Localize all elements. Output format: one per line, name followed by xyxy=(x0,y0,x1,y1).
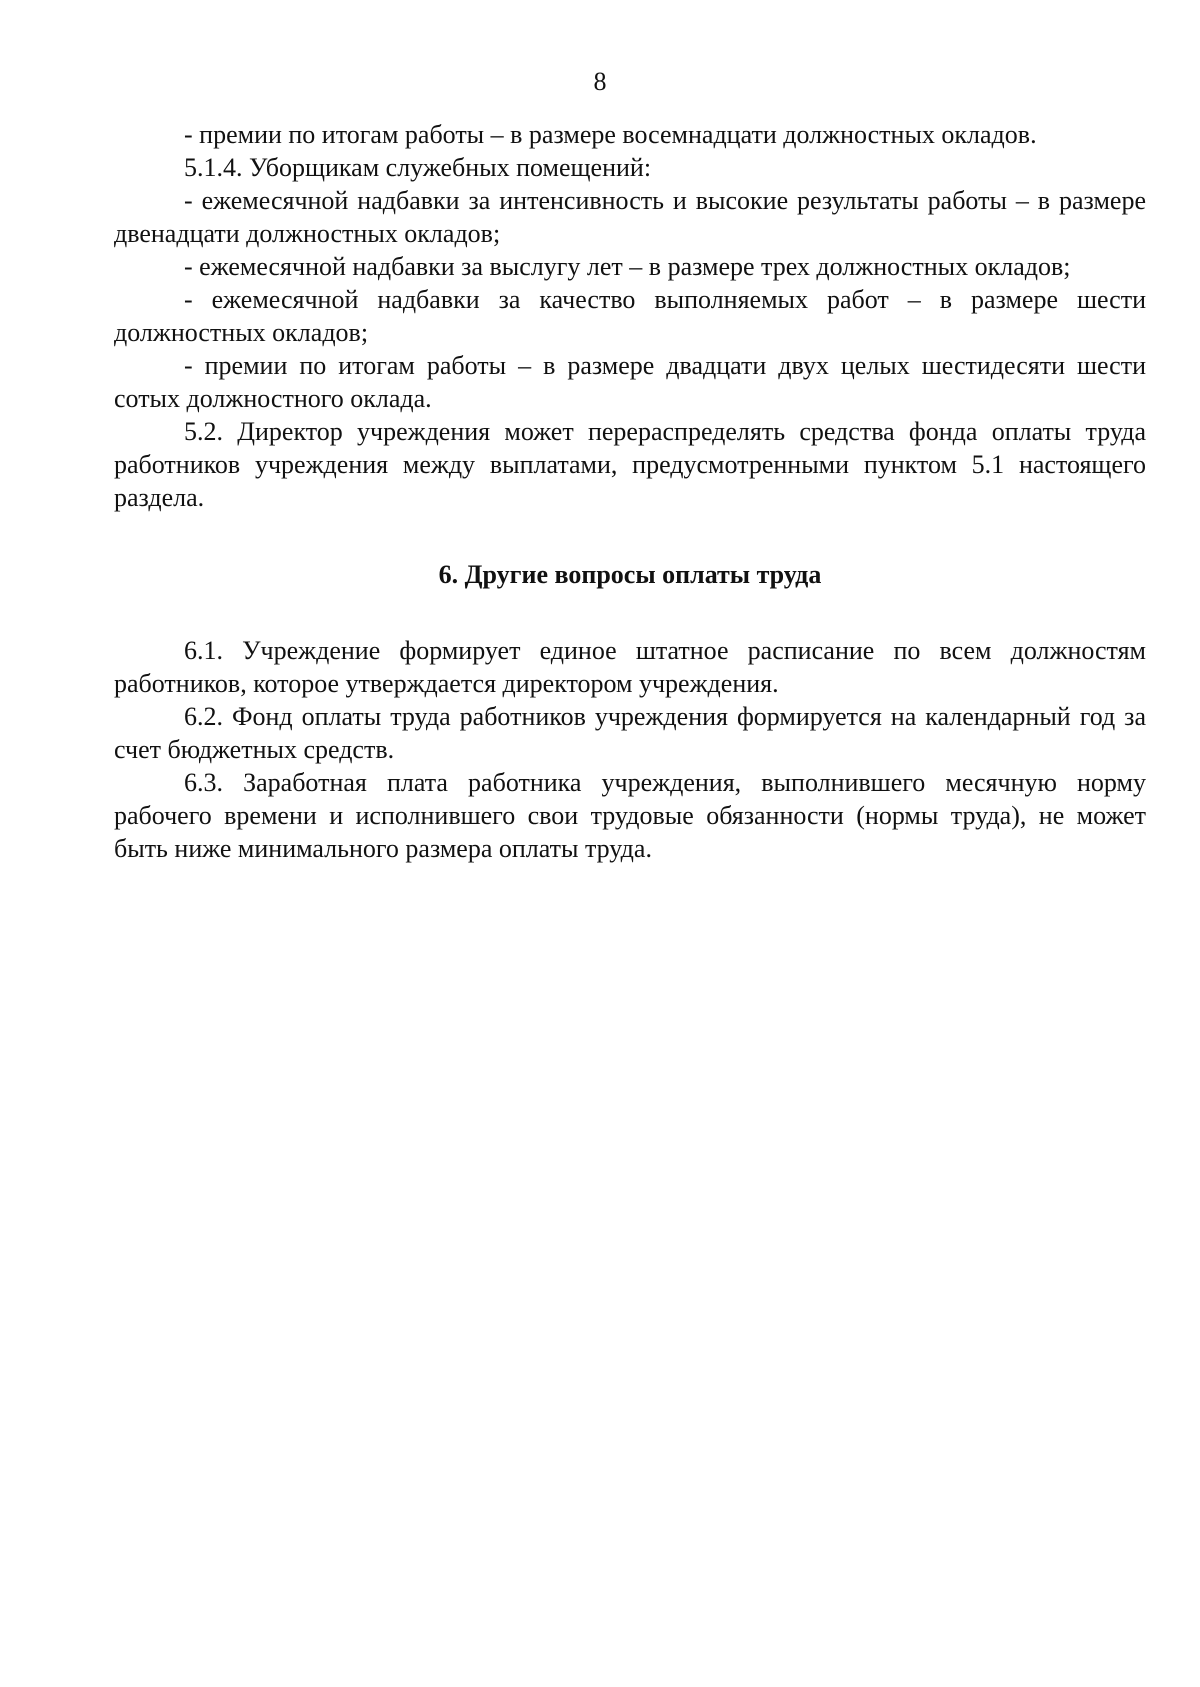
paragraph-bonus-results: - премии по итогам работы – в размере восемнадцати должностных окладов. xyxy=(184,120,1037,149)
paragraph-6-3: 6.3. Заработная плата работника учреждения, выполнившего месячную норму рабочего времени и исполнившего свои трудовые обязанности (нормы труда), не может быть ниже минимального размера оплаты труда. xyxy=(114,768,1146,863)
paragraph-5-2: 5.2. Директор учреждения может перераспределять средства фонда оплаты труда работников учреждения между выплатами, предусмотренными пунктом 5.1 настоящего раздела. xyxy=(114,417,1146,512)
section-6-heading: 6. Другие вопросы оплаты труда xyxy=(438,560,822,589)
paragraph-results-premium: - премии по итогам работы – в размере двадцати двух целых шестидесяти шести сотых должностного оклада. xyxy=(114,351,1146,413)
paragraph-5-1-4: 5.1.4. Уборщикам служебных помещений: xyxy=(184,153,652,182)
document-body xyxy=(114,118,1146,865)
paragraph-quality-bonus: - ежемесячной надбавки за качество выполняемых работ – в размере шести должностных окладов; xyxy=(114,285,1146,347)
paragraph-6-2: 6.2. Фонд оплаты труда работников учреждения формируется на календарный год за счет бюджетных средств. xyxy=(114,702,1146,764)
paragraph-6-1: 6.1. Учреждение формирует единое штатное расписание по всем должностям работников, которое утверждается директором учреждения. xyxy=(114,636,1146,698)
paragraph-seniority-bonus: - ежемесячной надбавки за выслугу лет – в размере трех должностных окладов; xyxy=(184,252,1071,281)
page-number: 8 xyxy=(593,67,607,96)
paragraph-intensity-bonus: - ежемесячной надбавки за интенсивность и высокие результаты работы – в размере двенадцати должностных окладов; xyxy=(114,186,1146,248)
